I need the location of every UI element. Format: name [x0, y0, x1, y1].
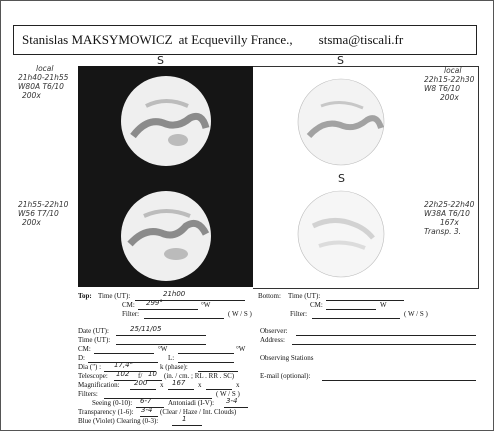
- form-observing_stations-text: Observing Stations: [260, 354, 314, 362]
- annotations-bottom_right-0-text: 22h25-22h40: [424, 200, 475, 209]
- form-w_unit-text: °W: [158, 345, 168, 353]
- annotations-top_left-1-text: 21h40-21h55: [18, 73, 69, 82]
- form-top-bottom: [78, 292, 478, 319]
- annotations-top_right-3-text: 200x: [440, 93, 459, 102]
- form-transparency_opts-text: (Clear / Haze / Int. Clouds): [160, 408, 237, 416]
- form-filters_label-text: Filters:: [78, 390, 98, 398]
- form-ws-text: ( W / S ): [216, 390, 240, 398]
- form-antoniadi_label-text: Antoniadi (I-V):: [168, 399, 215, 407]
- south-mark-lower-right: S: [338, 172, 345, 185]
- mars-drawings-left: [78, 66, 253, 287]
- form-address_label-text: Address:: [260, 336, 285, 344]
- blue-clearing-value: 1: [182, 415, 187, 423]
- form-ws-text: ( W / S ): [228, 310, 252, 318]
- form-w_unit-text: °W: [236, 345, 246, 353]
- form-telescope_units-text: (in. / cm. ; RL . RR . SC): [164, 372, 235, 380]
- observer-name: Stanislas MAKSYMOWICZ: [22, 32, 173, 47]
- annotations-mid_left-1-text: W56 T7/10: [18, 209, 59, 218]
- form-telescope_label-text: Telescope:: [78, 372, 108, 380]
- time-ut-label: Time (UT):: [98, 292, 131, 300]
- form-email_optional-text: E-mail (optional):: [260, 372, 311, 380]
- form-seeing_label-text: Seeing (0-10):: [92, 399, 133, 407]
- observer-email: stsma@tiscali.fr: [318, 32, 404, 47]
- annotations-top_left-2-text: W80A T6/10: [18, 82, 64, 91]
- mars-drawings-right: [253, 66, 428, 287]
- seeing-value: 6-7: [140, 397, 152, 405]
- mars-disk-bottom-right: [298, 191, 384, 277]
- south-mark-left: S: [157, 54, 164, 67]
- mars-disk-top-right: [298, 79, 384, 165]
- annotations-top_right-1-text: 22h15-22h30: [424, 75, 475, 84]
- observer-location: at Ecquevilly France.,: [178, 32, 293, 47]
- form-dia_label-text: Dia (") :: [78, 363, 102, 371]
- form-k_phase-text: k (phase):: [160, 363, 188, 371]
- form-l_label-text: L:: [168, 354, 175, 362]
- annotations-bottom_right-2-text: 167x: [440, 218, 459, 227]
- form-telescope_f-text: f/: [138, 372, 143, 380]
- annotations-bottom_right-3-text: Transp. 3.: [424, 227, 462, 236]
- annotations-top_right-0-text: local: [444, 66, 462, 75]
- annotations-mid_left-2-text: 200x: [22, 218, 41, 227]
- form-mag2-text: 167: [172, 379, 186, 387]
- form-details: [78, 327, 478, 426]
- annotations-mid_left-0-text: 21h55-22h10: [18, 200, 69, 209]
- form-w_plain-text: W: [380, 301, 387, 309]
- form-transparency_label-text: Transparency (1-6):: [78, 408, 134, 416]
- form-blue_clearing_label-text: Blue (Violet) Clearing (0-3):: [78, 417, 159, 425]
- top-cm-label: CM:: [122, 301, 135, 309]
- header-box: [13, 25, 477, 55]
- bottom-label: Bottom:: [258, 292, 281, 300]
- top-cm-value: 299°: [146, 299, 163, 307]
- form-time_ut_label-text: Time (UT):: [288, 292, 321, 300]
- top-label: Top:: [78, 292, 92, 300]
- mars-disk-top-left: [121, 76, 211, 166]
- form-cm_label2-text: CM:: [78, 345, 91, 353]
- form-x-text: x: [236, 381, 240, 389]
- form-w_unit-text: °W: [201, 301, 211, 309]
- form-date_label-text: Date (UT):: [78, 327, 109, 335]
- form-time_label2-text: Time (UT):: [78, 336, 111, 344]
- form-x-text: x: [160, 381, 164, 389]
- annotations-top_left-3-text: 200x: [22, 91, 41, 100]
- form-ws-text: ( W / S ): [404, 310, 428, 318]
- annotation-top-left: [18, 64, 78, 100]
- south-mark-right: S: [337, 54, 344, 67]
- date-value: 25/11/05: [130, 325, 162, 333]
- transparency-value: 3-4: [141, 406, 153, 414]
- form-d_label-text: D:: [78, 354, 85, 362]
- form-magnification_label-text: Magnification:: [78, 381, 120, 389]
- form-mag1-text: 200: [134, 379, 148, 387]
- form-observer_label-text: Observer:: [260, 327, 288, 335]
- annotation-mid-left: [18, 200, 78, 227]
- dia-value: 17,4": [114, 361, 133, 369]
- form-x-text: x: [198, 381, 202, 389]
- annotations-top_right-2-text: W8 T6/10: [424, 84, 460, 93]
- annotations-top_left-0-text: local: [36, 64, 54, 73]
- top-time-value: 21h00: [163, 290, 186, 298]
- form-cm_label-text: CM:: [310, 301, 323, 309]
- telescope-value: 102: [116, 370, 130, 378]
- form-filter_label-text: Filter:: [122, 310, 140, 318]
- antoniadi-value: 3-4: [226, 397, 238, 405]
- form-telescope_f_value-text: 10: [148, 370, 157, 378]
- mars-disk-bottom-left: [121, 191, 211, 281]
- annotations-bottom_right-1-text: W38A T6/10: [424, 209, 470, 218]
- form-filter_label-text: Filter:: [290, 310, 308, 318]
